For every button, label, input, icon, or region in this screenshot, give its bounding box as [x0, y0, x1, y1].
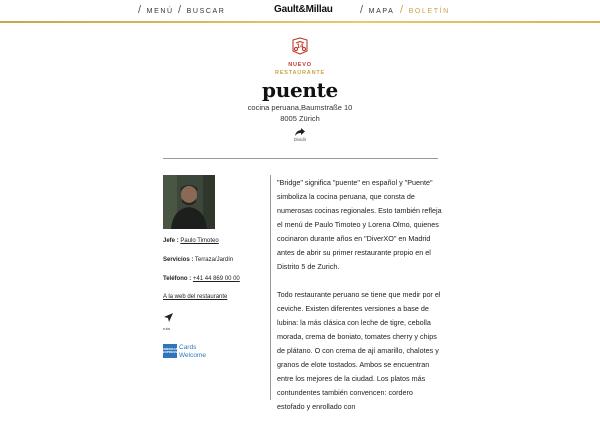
- description-paragraph-2: Todo restaurante peruano se tiene que medir por el ceviche. Existen diferentes versiones a base de lubina: la más clásica con leche de tigre, cebolla morada, crema de boniato, tomates cherry y chips de plátano. O con crema de ají amarillo, chalotes y granos de elote tostados. Ambos se encuentran entre los mejores de la ciudad. Los platos más contundentes también convencen: cordero estofado y enrollado con: [277, 290, 441, 411]
- column-divider: [270, 175, 271, 400]
- cards-welcome-text: [179, 344, 206, 359]
- map-label: MAPA: [368, 7, 395, 15]
- search-label: BUSCAR: [186, 7, 226, 15]
- phone-info: [163, 276, 240, 282]
- directions-label: ruta: [163, 326, 170, 331]
- slash-icon: /: [360, 4, 365, 16]
- menu-label: MENÚ: [146, 7, 174, 15]
- menu-link[interactable]: [138, 5, 174, 17]
- badge-line1: NUEVO: [288, 62, 312, 68]
- share-label: Dividir: [293, 137, 307, 142]
- chef-label: Jefe :: [163, 238, 179, 244]
- rating-badge-icon: [289, 35, 311, 57]
- phone-link[interactable]: +41 44 869 00 00: [192, 276, 240, 282]
- badge-line2: RESTAURANTE: [275, 70, 325, 76]
- map-link[interactable]: [360, 5, 394, 17]
- address-line2: 8005 Zürich: [280, 114, 320, 123]
- logo[interactable]: Gault&Millau: [274, 4, 333, 15]
- gold-divider: [0, 21, 600, 23]
- services-info: [163, 257, 233, 263]
- website-info: [163, 294, 227, 300]
- restaurant-description: [277, 176, 442, 428]
- top-navigation: [0, 0, 600, 22]
- services-value: Terraza/Jardín: [194, 257, 234, 263]
- restaurant-name: puente: [262, 78, 338, 102]
- chef-photo: [163, 175, 215, 229]
- phone-label: Teléfono :: [163, 276, 192, 282]
- newsletter-link[interactable]: [400, 5, 450, 17]
- address-line1: cocina peruana,Baumstraße 10: [247, 103, 353, 112]
- slash-icon: /: [400, 4, 405, 16]
- cards-text-line2: Welcome: [179, 351, 206, 359]
- cards-text-line1: Cards: [179, 344, 197, 351]
- header-divider: [163, 158, 438, 159]
- website-link[interactable]: A la web del restaurante: [163, 294, 228, 300]
- directions-icon[interactable]: [164, 313, 173, 322]
- badge-score: 14: [296, 44, 304, 50]
- amex-logo-icon: [163, 344, 177, 358]
- share-button[interactable]: [290, 128, 310, 142]
- chef-info: [163, 238, 219, 244]
- slash-icon: /: [178, 4, 183, 16]
- amex-label: AMERICAN EXPRESS: [161, 347, 179, 354]
- chef-name-link[interactable]: Paulo Timoteo: [180, 238, 219, 244]
- slash-icon: /: [138, 4, 143, 16]
- description-paragraph-1: "Bridge" significa "puente" en español y "Puente" simboliza la cocina peruana, que consta de numerosas cocinas regionales. Esto también refleja el menú de Paulo Timoteo y Lorena Olmo, quienes cocinaron durante años en "DiverXO" en Madrid antes de abrir su primer restaurante propio en el Distrito 5 de Zurich.: [277, 178, 442, 271]
- newsletter-label: BOLETÍN: [408, 7, 450, 15]
- services-label: Servicios :: [163, 257, 194, 263]
- search-link[interactable]: [178, 5, 225, 17]
- share-icon: [295, 128, 305, 136]
